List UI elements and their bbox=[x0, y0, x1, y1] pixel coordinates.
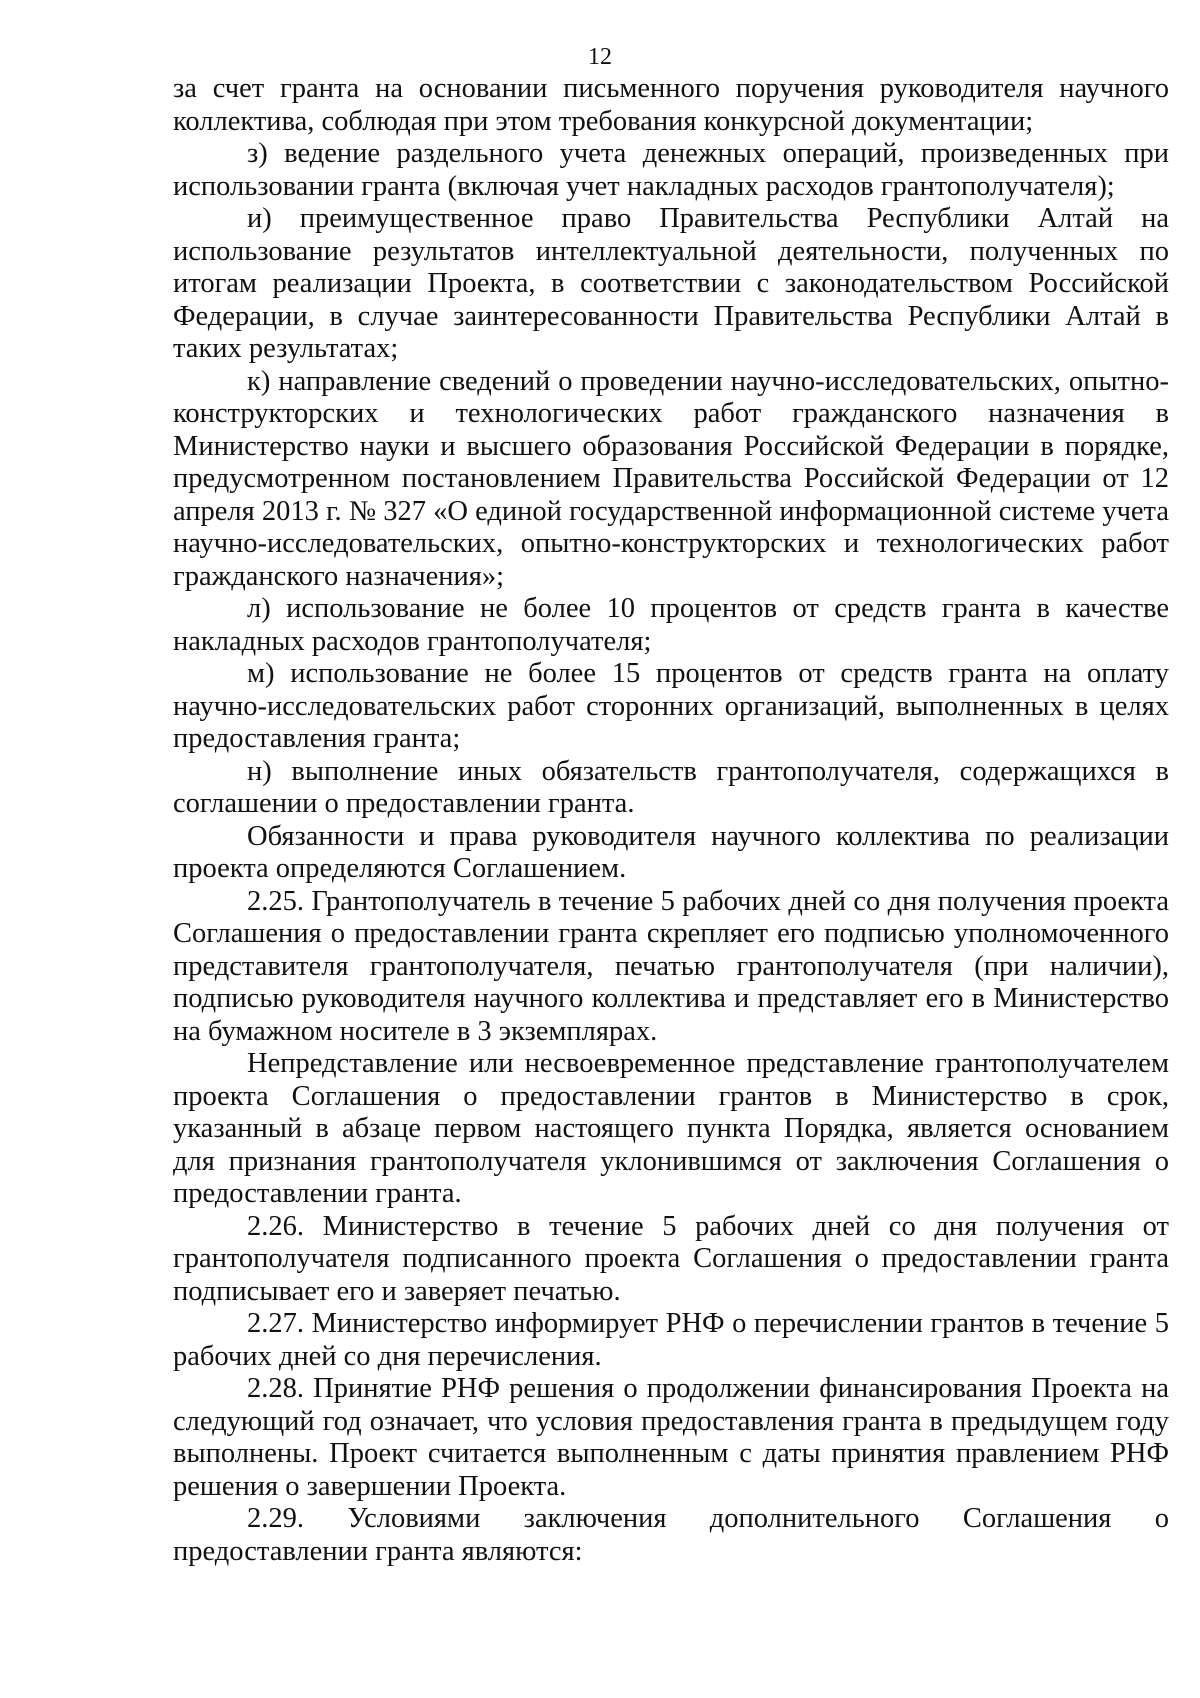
paragraph: з) ведение раздельного учета денежных операций, произведенных при использовании гранта (включая учет накладных расходов грантополучателя); bbox=[173, 138, 1169, 202]
paragraph: и) преимущественное право Правительства Республики Алтай на использование результатов интеллектуальной деятельности, полученных по итогам реализации Проекта, в соответствии с законодательством Российской Федерации, в случае заинтересованности Правительства Республики Алтай в таких результатах; bbox=[173, 203, 1169, 364]
paragraph: л) использование не более 10 процентов от средств гранта в качестве накладных расходов грантополучателя; bbox=[173, 593, 1169, 657]
paragraph: н) выполнение иных обязательств грантополучателя, содержащихся в соглашении о предоставлении гранта. bbox=[173, 755, 1169, 819]
paragraph-2-25: 2.25. Грантополучатель в течение 5 рабочих дней со дня получения проекта Соглашения о предоставлении гранта скрепляет его подписью уполномоченного представителя грантополучателя, печатью грантополучателя (при наличии), подписью руководителя научного коллектива и представляет его в Министерство на бумажном носителе в 3 экземплярах. bbox=[173, 885, 1169, 1047]
paragraph: Обязанности и права руководителя научного коллектива по реализации проекта определяются Соглашением. bbox=[173, 820, 1169, 884]
paragraph: Непредставление или несвоевременное представление грантополучателем проекта Соглашения о предоставлении грантов в Министерство в срок, указанный в абзаце первом настоящего пункта Порядка, является основанием для признания грантополучателя уклонившимся от заключения Соглашения о предоставлении гранта. bbox=[173, 1048, 1169, 1209]
paragraph: м) использование не более 15 процентов от средств гранта на оплату научно-исследовательских работ сторонних организаций, выполненных в целях предоставления гранта; bbox=[173, 658, 1169, 754]
document-body bbox=[173, 73, 1169, 1568]
paragraph: за счет гранта на основании письменного поручения руководителя научного коллектива, соблюдая при этом требования конкурсной документации; bbox=[173, 73, 1169, 137]
paragraph-2-26: 2.26. Министерство в течение 5 рабочих дней со дня получения от грантополучателя подписанного проекта Соглашения о предоставлении гранта подписывает его и заверяет печатью. bbox=[173, 1210, 1169, 1307]
paragraph-2-27: 2.27. Министерство информирует РНФ о перечислении грантов в течение 5 рабочих дней со дня перечисления. bbox=[173, 1308, 1169, 1372]
paragraph-2-29: 2.29. Условиями заключения дополнительного Соглашения о предоставлении гранта являются: bbox=[173, 1503, 1169, 1567]
paragraph: к) направление сведений о проведении научно-исследовательских, опытно-конструкторских и технологических работ гражданского назначения в Министерство науки и высшего образования Российской Федерации в порядке, предусмотренном постановлением Правительства Российской Федерации от 12 апреля 2013 г. № 327 «О единой государственной информационной системе учета научно-исследовательских, опытно-конструкторских и технологических работ гражданского назначения»; bbox=[173, 365, 1169, 592]
page-number: 12 bbox=[588, 44, 612, 70]
paragraph-2-28: 2.28. Принятие РНФ решения о продолжении финансирования Проекта на следующий год означает, что условия предоставления гранта в предыдущем году выполнены. Проект считается выполненным с даты принятия правлением РНФ решения о завершении Проекта. bbox=[173, 1373, 1169, 1502]
